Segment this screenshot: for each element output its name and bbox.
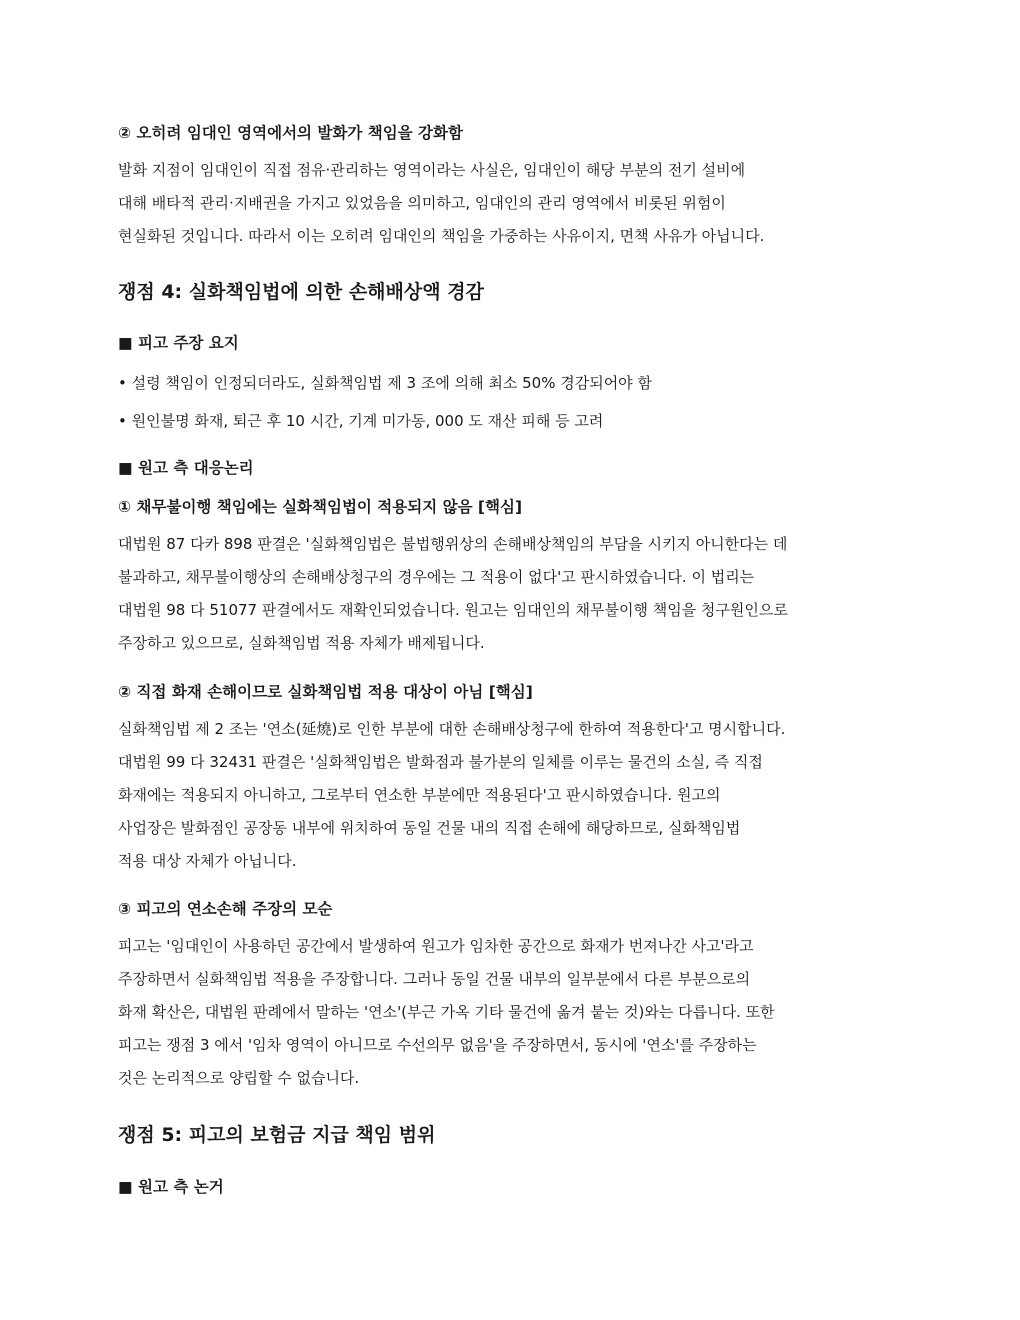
section-heading-issue5: 쟁점 5: 피고의 보험금 지급 책임 범위 [118, 1124, 436, 1146]
paragraph-line: 주장하면서 실화책임법 적용을 주장합니다. 그러나 동일 건물 내부의 일부분에서 다른 부분으로의 [118, 970, 751, 988]
paragraph-line: 대해 배타적 관리·지배권을 가지고 있었음을 의미하고, 임대인의 관리 영역에서 비롯된 위험이 [118, 194, 726, 212]
paragraph-line: 화재 확산은, 대법원 판례에서 말하는 '연소'(부근 가옥 기타 물건에 옮겨 붙는 것)와는 다릅니다. 또한 [118, 1003, 775, 1021]
paragraph-line: 적용 대상 자체가 아닙니다. [118, 852, 297, 870]
subheading-point2: ② 직접 화재 손해이므로 실화책임법 적용 대상이 아님 [핵심] [118, 683, 533, 701]
paragraph-line: 실화책임법 제 2 조는 '연소(延燒)로 인한 부분에 대한 손해배상청구에 한하여 적용한다'고 명시합니다. [118, 720, 786, 738]
paragraph-line: 발화 지점이 임대인이 직접 점유·관리하는 영역이라는 사실은, 임대인이 해당 부분의 전기 설비에 [118, 161, 746, 179]
paragraph-line: 것은 논리적으로 양립할 수 없습니다. [118, 1069, 360, 1087]
plaintiff-response-heading: ■ 원고 측 대응논리 [118, 459, 254, 477]
paragraph-line: 대법원 98 다 51077 판결에서도 재확인되었습니다. 원고는 임대인의 채무불이행 책임을 청구원인으로 [118, 601, 788, 619]
section-heading-issue4: 쟁점 4: 실화책임법에 의한 손해배상액 경감 [118, 281, 484, 303]
paragraph-line: 불과하고, 채무불이행상의 손해배상청구의 경우에는 그 적용이 없다'고 판시하였습니다. 이 법리는 [118, 568, 755, 586]
plaintiff-argument-heading: ■ 원고 측 논거 [118, 1178, 224, 1196]
bullet-item: • 설령 책임이 인정되더라도, 실화책임법 제 3 조에 의해 최소 50% 경감되어야 함 [118, 374, 652, 392]
paragraph-line: 화재에는 적용되지 아니하고, 그로부터 연소한 부분에만 적용된다'고 판시하였습니다. 원고의 [118, 786, 721, 804]
paragraph-lessor-area [118, 154, 918, 253]
paragraph-line: 대법원 99 다 32431 판결은 '실화책임법은 발화점과 불가분의 일체를 이루는 물건의 소실, 즉 직접 [118, 753, 763, 771]
paragraph-line: 피고는 쟁점 3 에서 '임차 영역이 아니므로 수선의무 없음'을 주장하면서, 동시에 '연소'를 주장하는 [118, 1036, 757, 1054]
subheading-point1: ① 채무불이행 책임에는 실화책임법이 적용되지 않음 [핵심] [118, 498, 523, 516]
paragraph-point1 [118, 528, 918, 660]
bullet-item: • 원인불명 화재, 퇴근 후 10 시간, 기계 미가동, 000 도 재산 피해 등 고려 [118, 412, 604, 430]
paragraph-line: 대법원 87 다카 898 판결은 '실화책임법은 불법행위상의 손해배상책임의 부담을 시키지 아니한다는 데 [118, 535, 788, 553]
paragraph-point2 [118, 713, 918, 878]
defendant-claim-heading: ■ 피고 주장 요지 [118, 334, 239, 352]
paragraph-line: 주장하고 있으므로, 실화책임법 적용 자체가 배제됩니다. [118, 634, 485, 652]
paragraph-line: 사업장은 발화점인 공장동 내부에 위치하여 동일 건물 내의 직접 손해에 해당하므로, 실화책임법 [118, 819, 741, 837]
paragraph-point3 [118, 930, 918, 1095]
paragraph-line: 현실화된 것입니다. 따라서 이는 오히려 임대인의 책임을 가중하는 사유이지, 면책 사유가 아닙니다. [118, 227, 765, 245]
paragraph-line: 피고는 '임대인이 사용하던 공간에서 발생하여 원고가 임차한 공간으로 화재가 번져나간 사고'라고 [118, 937, 754, 955]
subheading-lessor-area: ② 오히려 임대인 영역에서의 발화가 책임을 강화함 [118, 124, 463, 142]
subheading-point3: ③ 피고의 연소손해 주장의 모순 [118, 900, 333, 918]
